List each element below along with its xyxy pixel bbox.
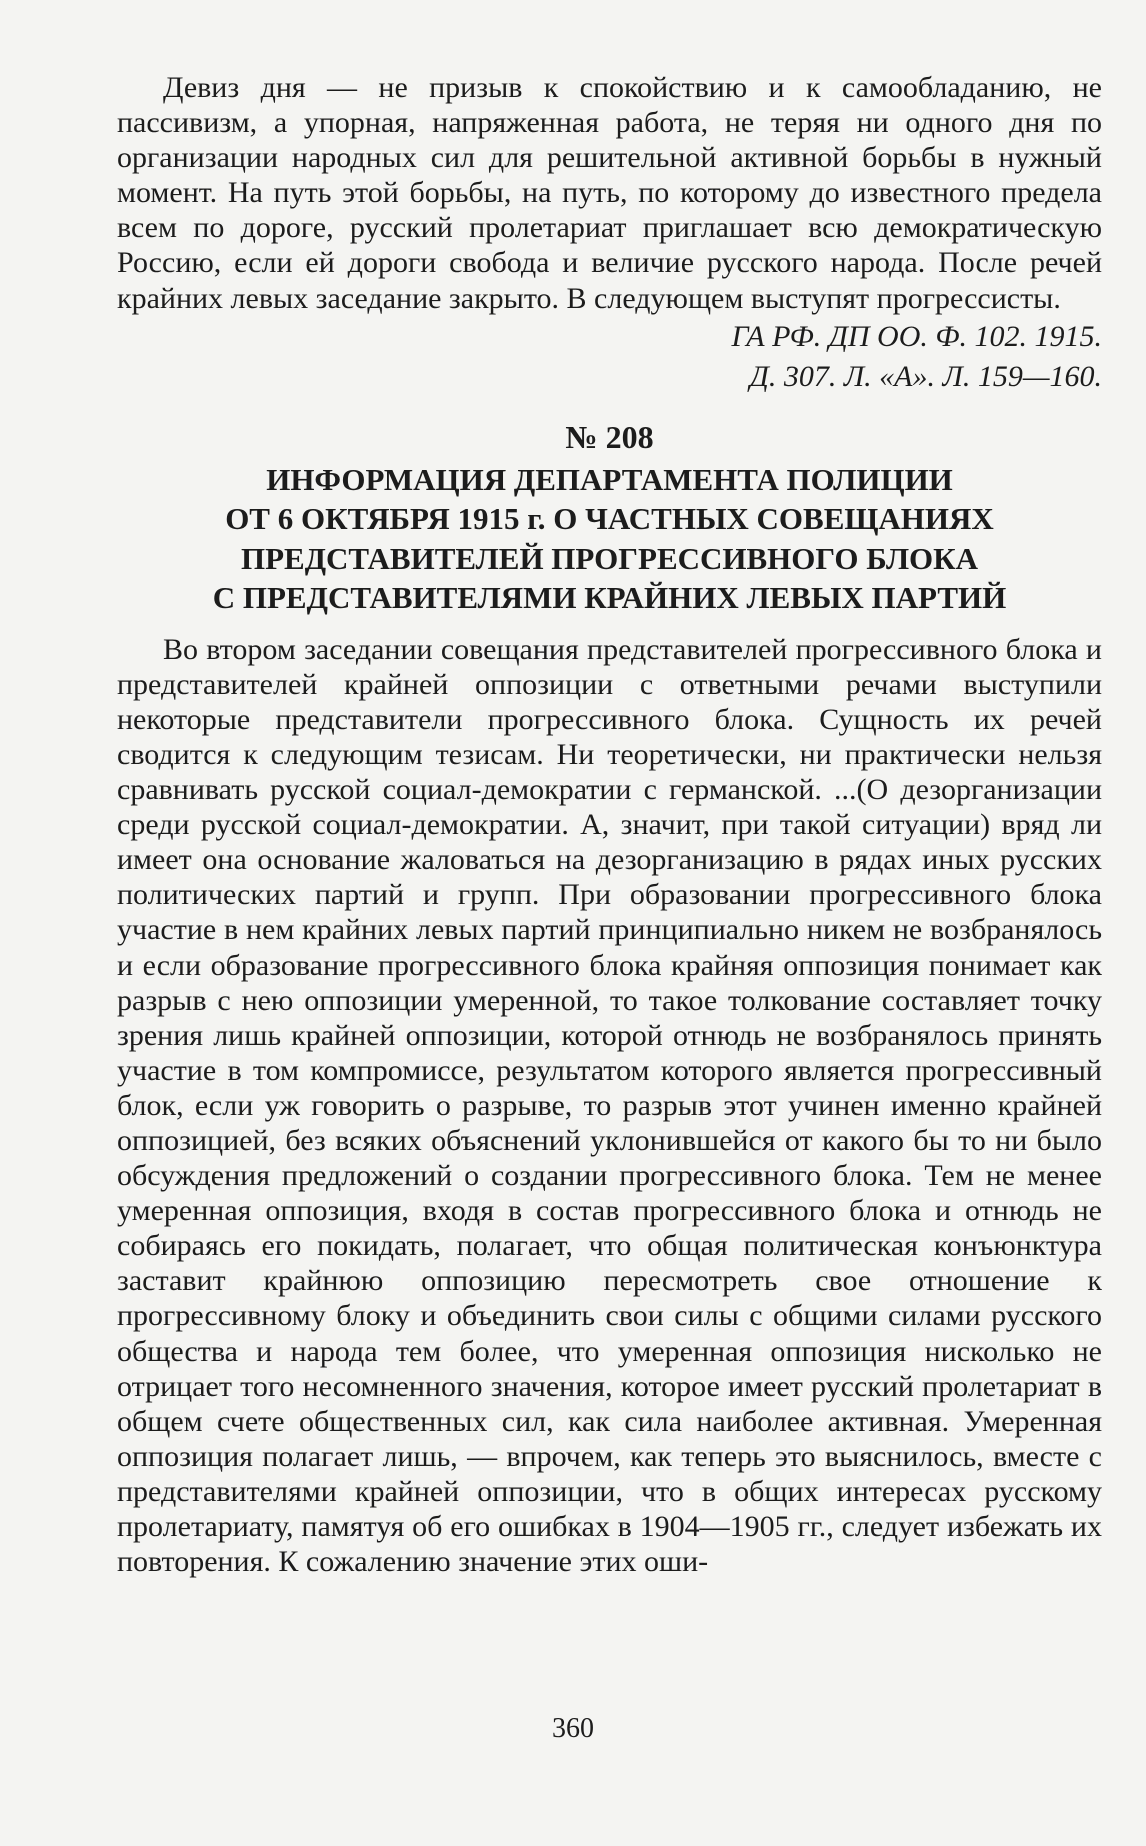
intro-paragraph: Девиз дня — не призыв к спокойствию и к самообладанию, не пассивизм, а упорная, напряженная работа, не теряя ни одного дня по организации народных сил для решительной активной борьбы в нужный момент. На путь этой борьбы, на путь, по которому до известного предела всем по дороге, русский пролетариат приглашает всю демократическую Россию, если ей дороги свобода и величие русского народа. После речей крайних левых заседание закрыто. В следующем выступят прогрессисты. (117, 71, 1102, 315)
document-title-line: ОТ 6 ОКТЯБРЯ 1915 г. О ЧАСТНЫХ СОВЕЩАНИЯХ (225, 501, 994, 537)
document-title-line: С ПРЕДСТАВИТЕЛЯМИ КРАЙНИХ ЛЕВЫХ ПАРТИЙ (212, 580, 1007, 616)
document-title-line: ИНФОРМАЦИЯ ДЕПАРТАМЕНТА ПОЛИЦИИ (266, 461, 953, 497)
archive-source-line-2: Д. 307. Л. «А». Л. 159—160. (749, 359, 1102, 393)
archive-source-line-1: ГА РФ. ДП ОО. Ф. 102. 1915. (731, 319, 1102, 353)
body-paragraph: Во втором заседании совещания представителей прогрессивного блока и представителей крайней оппозиции с ответными речами выступили некоторые представители прогрессивного блока. Сущность их речей сводится к следующим тезисам. Ни теоретически, ни практически нельзя сравнивать русской социал-демократии с германской. ...(О дезорганизации среди русской социал-демократии. А, значит, при такой ситуации) вряд ли имеет она основание жаловаться на дезорганизацию в рядах иных русских политических партий и групп. При образовании прогрессивного блока участие в нем крайних левых партий принципиально никем не возбранялось и если образование прогрессивного блока крайняя оппозиция понимает как разрыв с нею оппозиции умеренной, то такое толкование составляет точку зрения лишь крайней оппозиции, которой отнюдь не возбранялось принять участие в том компромиссе, результатом которого является прогрессивный блок, если уж говорить о разрыве, то разрыв этот учинен именно крайней оппозицией, без всяких объяснений уклонившейся от какого бы то ни было обсуждения предложений о создании прогрессивного блока. Тем не менее умеренная оппозиция, входя в состав прогрессивного блока и отнюдь не собираясь его покидать, полагает, что общая политическая конъюнктура заставит крайнюю оппозицию пересмотреть свое отношение к прогрессивному блоку и объединить свои силы с общими силами русского общества и народа тем более, что умеренная оппозиция нисколько не отрицает того несомненного значения, которое имеет русский пролетариат в общем счете общественных сил, как сила наиболее активная. Умеренная оппозиция полагает лишь, — впрочем, как теперь это выяснилось, вместе с представителями крайней оппозиции, что в общих интересах русскому пролетариату, памятуя об его ошибках в 1904—1905 гг., следует избежать их повторения. К сожалению значение этих оши- (117, 632, 1102, 1579)
page-number: 360 (552, 1713, 594, 1744)
document-title (117, 460, 1102, 618)
document-number: № 208 (565, 418, 654, 455)
document-title-line: ПРЕДСТАВИТЕЛЕЙ ПРОГРЕССИВНОГО БЛОКА (240, 540, 979, 576)
document-page (117, 70, 1102, 1579)
